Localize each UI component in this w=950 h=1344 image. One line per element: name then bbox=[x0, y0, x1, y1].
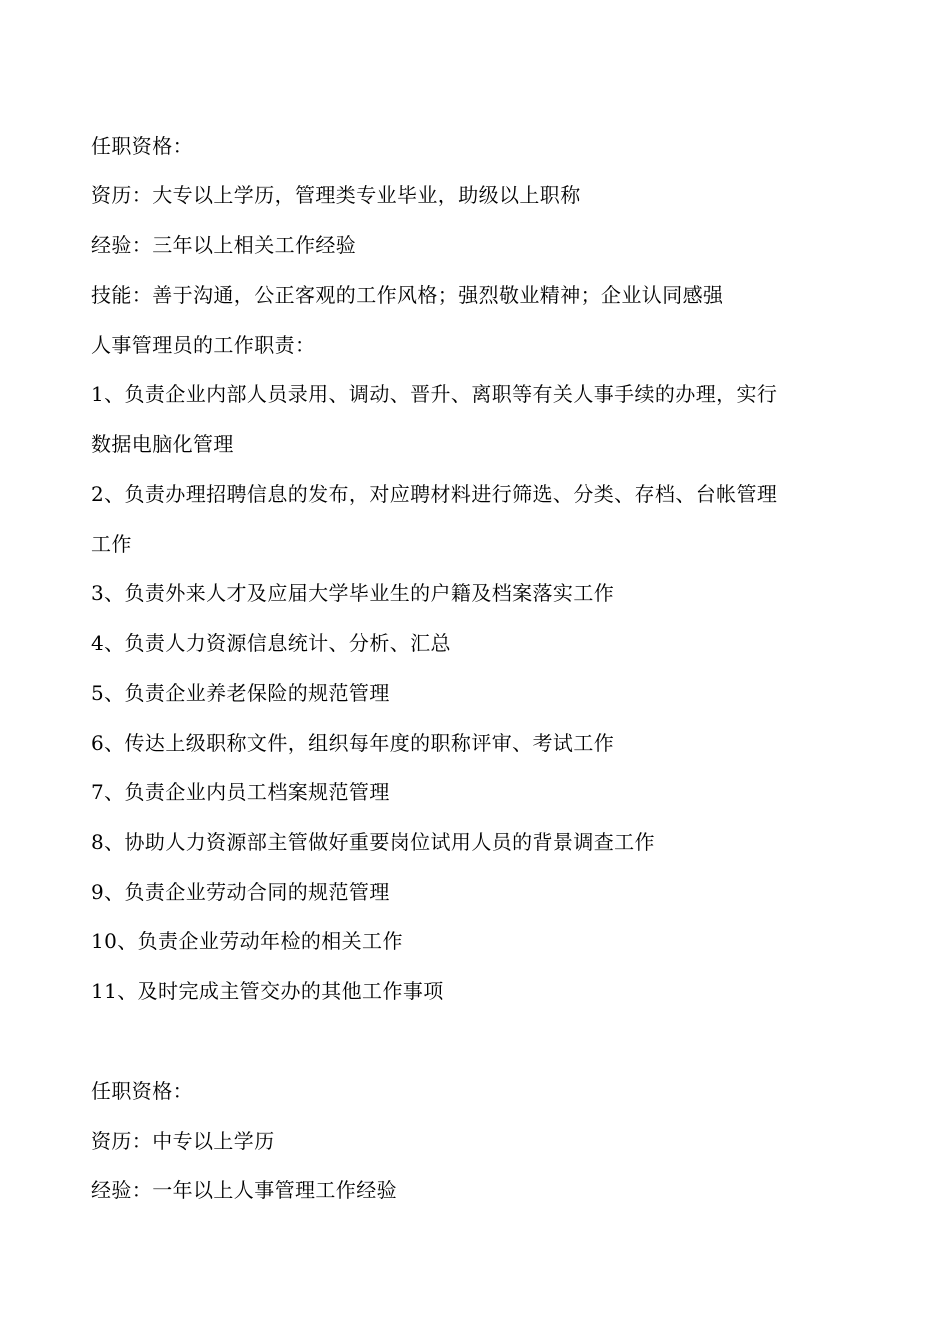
duty-item-6: 6、传达上级职称文件，组织每年度的职称评审、考试工作 bbox=[91, 731, 615, 755]
duty-item-7: 7、负责企业内员工档案规范管理 bbox=[91, 780, 390, 804]
section2-experience: 经验：一年以上人事管理工作经验 bbox=[91, 1178, 397, 1202]
duty-item-3: 3、负责外来人才及应届大学毕业生的户籍及档案落实工作 bbox=[91, 581, 615, 605]
duty-item-1: 1、负责企业内部人员录用、调动、晋升、离职等有关人事手续的办理，实行 bbox=[91, 382, 778, 406]
section2-education: 资历：中专以上学历 bbox=[91, 1129, 275, 1153]
duty-item-4: 4、负责人力资源信息统计、分析、汇总 bbox=[91, 631, 451, 655]
section1-experience: 经验：三年以上相关工作经验 bbox=[91, 233, 357, 257]
duty-item-9: 9、负责企业劳动合同的规范管理 bbox=[91, 880, 390, 904]
duty-item-5: 5、负责企业养老保险的规范管理 bbox=[91, 681, 390, 705]
duty-item-2-continued: 工作 bbox=[91, 532, 132, 556]
duty-item-8: 8、协助人力资源部主管做好重要岗位试用人员的背景调查工作 bbox=[91, 830, 655, 854]
section1-education: 资历：大专以上学历，管理类专业毕业，助级以上职称 bbox=[91, 183, 581, 207]
section1-skills: 技能：善于沟通，公正客观的工作风格；强烈敬业精神；企业认同感强 bbox=[91, 283, 724, 307]
duties-heading: 人事管理员的工作职责： bbox=[91, 333, 316, 357]
section2-heading: 任职资格： bbox=[91, 1079, 193, 1103]
duty-item-10: 10、负责企业劳动年检的相关工作 bbox=[91, 929, 403, 953]
section1-heading: 任职资格： bbox=[91, 134, 193, 158]
duty-item-11: 11、及时完成主管交办的其他工作事项 bbox=[91, 979, 444, 1003]
duty-item-2: 2、负责办理招聘信息的发布，对应聘材料进行筛选、分类、存档、台帐管理 bbox=[91, 482, 778, 506]
duty-item-1-continued: 数据电脑化管理 bbox=[91, 432, 234, 456]
